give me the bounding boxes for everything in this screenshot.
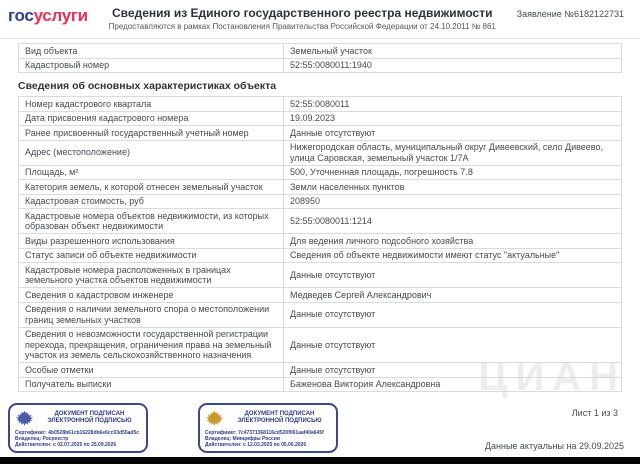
field-label: Категория земель, к которой отнесен земельный участок	[19, 180, 284, 195]
logo-part-gos: гос	[8, 6, 34, 25]
object-details-table	[18, 96, 622, 392]
field-label: Сведения о наличии земельного спора о местоположении границ земельных участков	[19, 302, 284, 327]
table-row	[19, 248, 622, 263]
field-label: Кадастровые номера объектов недвижимости, из которых образован объект недвижимости	[19, 209, 284, 234]
gosuslugi-logo	[8, 6, 88, 26]
table-row	[19, 377, 622, 392]
bottom-black-bar	[0, 457, 640, 464]
stamp-details	[205, 430, 331, 448]
field-value: Сведения об объекте недвижимости имеют статус "актуальные"	[284, 248, 622, 263]
field-value: Баженова Виктория Александровна	[284, 377, 622, 392]
field-label: Сведения о невозможности государственной регистрации перехода, прекращения, ограничения права на земельный участок из земель сельскохозяйственного назначения	[19, 327, 284, 363]
field-label: Ранее присвоенный государственный учетный номер	[19, 126, 284, 141]
field-label: Кадастровый номер	[19, 58, 284, 73]
stamp-validity: Действителен: с 02.07.2025 по 25.09.2026	[15, 442, 117, 448]
table-row	[19, 111, 622, 126]
signature-stamp-rosreestr	[8, 403, 148, 453]
field-label: Вид объекта	[19, 44, 284, 59]
field-value: 52:55:0080011	[284, 97, 622, 112]
table-row	[19, 126, 622, 141]
field-value: Земельный участок	[284, 44, 622, 59]
field-label: Номер кадастрового квартала	[19, 97, 284, 112]
field-value: Для ведения личного подсобного хозяйства	[284, 234, 622, 249]
table-row	[19, 165, 622, 180]
document-body	[0, 39, 640, 392]
field-value: Данные отсутствуют	[284, 263, 622, 288]
field-value: Данные отсутствуют	[284, 302, 622, 327]
field-value: Данные отсутствуют	[284, 327, 622, 363]
field-value: 208950	[284, 194, 622, 209]
field-value: Земли населенных пунктов	[284, 180, 622, 195]
rosreestr-eagle-icon	[15, 409, 34, 427]
document-header	[0, 0, 640, 39]
stamp-title: ДОКУМЕНТ ПОДПИСАН ЭЛЕКТРОННОЙ ПОДПИСЬЮ	[47, 411, 132, 424]
stamp-head	[15, 409, 141, 427]
field-label: Кадастровая стоимость, руб	[19, 194, 284, 209]
table-row	[19, 58, 622, 73]
signature-stamps	[8, 403, 338, 453]
signature-stamp-mincifry	[198, 403, 338, 453]
field-label: Адрес (местоположение)	[19, 140, 284, 165]
field-label: Площадь, м²	[19, 165, 284, 180]
table-row	[19, 327, 622, 363]
stamp-title: ДОКУМЕНТ ПОДПИСАН ЭЛЕКТРОННОЙ ПОДПИСЬЮ	[237, 411, 322, 424]
field-label: Сведения о кадастровом инженере	[19, 288, 284, 303]
table-row	[19, 180, 622, 195]
section-title: Сведения об основных характеристиках объекта	[18, 80, 277, 92]
field-value: Нижегородская область, муниципальный округ Дивеевский, село Дивеево, улица Саровская, земельный участок 1/7А	[284, 140, 622, 165]
table-row	[19, 209, 622, 234]
table-row	[19, 363, 622, 378]
field-label: Получатель выписки	[19, 377, 284, 392]
stamp-owner: Владелец: Росреестр	[15, 436, 69, 442]
stamp-certificate: Сертификат: 4b0528b61cb16228db6e6cc03d55ad5c	[15, 430, 140, 436]
stamp-owner: Владелец: Минцифры России	[205, 436, 280, 442]
page-title: Сведения из Единого государственного реестра недвижимости	[112, 6, 493, 20]
stamp-certificate: Сертификат: 7c47371368116cd520f061aaf40a645f	[205, 430, 324, 436]
logo-part-uslugi: услуги	[33, 6, 88, 25]
application-number: Заявление №6182122731	[516, 9, 624, 19]
field-value: Данные отсутствуют	[284, 363, 622, 378]
field-value: Данные отсутствуют	[284, 126, 622, 141]
field-label: Кадастровые номера расположенных в границах земельного участка объектов недвижимости	[19, 263, 284, 288]
field-value: Медведев Сергей Александрович	[284, 288, 622, 303]
russia-coat-of-arms-icon	[205, 409, 224, 427]
cian-watermark: ЦИАН	[478, 355, 626, 399]
header-center	[88, 6, 517, 31]
page-subtitle: Предоставляются в рамках Постановления Правительства Российской Федерации от 24.10.2011 № 861	[108, 22, 496, 31]
field-label: Виды разрешенного использования	[19, 234, 284, 249]
field-value: 19.09.2023	[284, 111, 622, 126]
stamp-validity: Действителен: с 12.03.2025 по 05.06.2026	[205, 442, 307, 448]
sheet-number: Лист 1 из 3	[571, 408, 618, 418]
stamp-head	[205, 409, 331, 427]
field-label: Дата присвоения кадастрового номера	[19, 111, 284, 126]
table-row	[19, 194, 622, 209]
stamp-details	[15, 430, 141, 448]
field-value: 52:55:0080011:1940	[284, 58, 622, 73]
table-row	[19, 288, 622, 303]
table-row	[19, 234, 622, 249]
table-row	[19, 302, 622, 327]
table-row	[19, 44, 622, 59]
field-label: Статус записи об объекте недвижимости	[19, 248, 284, 263]
object-summary-table	[18, 43, 622, 73]
table-row	[19, 263, 622, 288]
data-actual-date: Данные актуальны на 29.09.2025	[484, 441, 624, 451]
table-row	[19, 140, 622, 165]
field-value: 500, Уточненная площадь, погрешность 7.8	[284, 165, 622, 180]
field-value: 52:55:0080011:1214	[284, 209, 622, 234]
table-row	[19, 97, 622, 112]
field-label: Особые отметки	[19, 363, 284, 378]
